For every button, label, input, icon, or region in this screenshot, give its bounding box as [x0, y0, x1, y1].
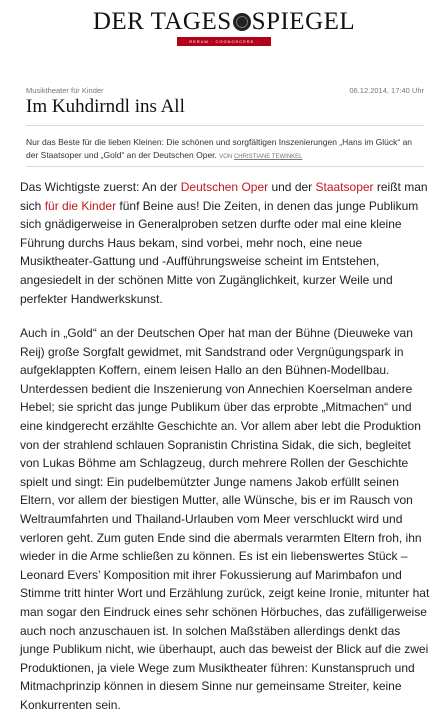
- teaser-text: Nur das Beste für die lieben Kleinen: Die schönen und sorgfältigen Inszenierungen „Hans im Glück“ an der Staatsoper und „Gold“ an der Deutschen Oper.: [26, 137, 413, 160]
- divider-bottom: [26, 166, 424, 167]
- globe-icon: [233, 13, 251, 31]
- article-paragraph-2: Auch in „Gold“ an der Deutschen Oper hat man der Bühne (Dieuweke van Reij) große Sorgfalt gewidmet, mit Sandstrand oder Vergnügungspark in aufgeklappten Koffern, einem leisen Hallo an den Bühnen-Modellbau. Unterdessen bedient die Inszenierung von Annechien Koerselman andere Hebel; sie spricht das junge Publikum über das erprobte „Mitmachen“ und eine kindgerecht erzählte Geschichte an. Vor allem aber lebt die Produktion von der strahlend schlauen Sopranistin Christina Sidak, die sich, begleitet von Lukas Böhme am Schlagzeug, durch mehrere Rollen der Geschichte spielt und singt: Ein pudelbemützter Junge namens Jakob erfüllt seinen Eltern, vor allem der biestigen Mutter, alle Wünsche, bis er im Rausch von Weltraumfahrten und Thailand-Urlauben vom Meer verschluckt wird und verloren geht. Zum guten Ende sind die abermals verarmten Eltern froh, ihn wieder in die Arme schließen zu können. Es ist ein liebenswertes Stück – Leonard Evers’ Komposition mit ihrer Fokussierung auf Marimbafon und Stimme tritt hinter Wort und Erzählung zurück, zeigt keine Ironie, mitunter hat man sogar den Eindruck eines sehr schönen Hörbuches, das zufälligerweise auch noch anzuschauen ist. In solchen Maßstäben allerdings denkt das junge Publikum nicht, wie überhaupt, auch das beweist der Blick auf die zwei Produktionen, ja viele Wege zum Musiktheater führen: Kunstanspruch und Mitmachprinzip können in diesem Sinne nur gemeinsame Streiter, keine Konkurrenten sein.: [20, 326, 430, 712]
- article-title: Im Kuhdirndl ins All: [26, 96, 185, 117]
- author-link[interactable]: CHRISTIANE TEWINKEL: [233, 154, 303, 160]
- logo-text-part2: SPIEGEL: [251, 8, 356, 35]
- newspaper-logo[interactable]: [0, 8, 448, 36]
- divider-top: [26, 125, 424, 126]
- article-paragraph-1: [20, 178, 432, 308]
- byline: [219, 154, 302, 160]
- paragraph-text: Das Wichtigste zuerst: An der: [20, 180, 181, 194]
- masthead[interactable]: [0, 8, 448, 53]
- logo-text-part1: DER TAGES: [92, 8, 232, 35]
- link-staatsoper[interactable]: Staatsoper: [315, 180, 374, 194]
- article-date: 06.12.2014, 17:40 Uhr: [349, 86, 424, 95]
- link-fuer-die-kinder[interactable]: für die Kinder: [44, 198, 117, 213]
- paragraph-text: und der: [268, 180, 316, 194]
- logo-motto-band: RERUM · COGNOSCERE · CAUSAS: [177, 37, 271, 46]
- article-teaser: [26, 136, 424, 164]
- article-kicker: Musiktheater für Kinder: [26, 86, 104, 95]
- link-deutsche-oper[interactable]: Deutschen Oper: [180, 180, 269, 194]
- paragraph-text: fünf Beine aus! Die Zeiten, in denen das junge Publikum sich gnädigerweise in Generalproben setzen durfte oder mal eine kleine Führung durchs Haus bekam, sind vorbei, mehr noch, eine neue Musiktheater-Gattung und -Aufführungsweise scheint im Entstehen, angesiedelt in der schönen Mitte von Zugänglichkeit, kurzer Weile und perfekter Handwerkskunst.: [20, 198, 419, 306]
- byline-prefix: VON: [219, 154, 233, 160]
- paragraph-text: reißt man sich: [20, 180, 428, 213]
